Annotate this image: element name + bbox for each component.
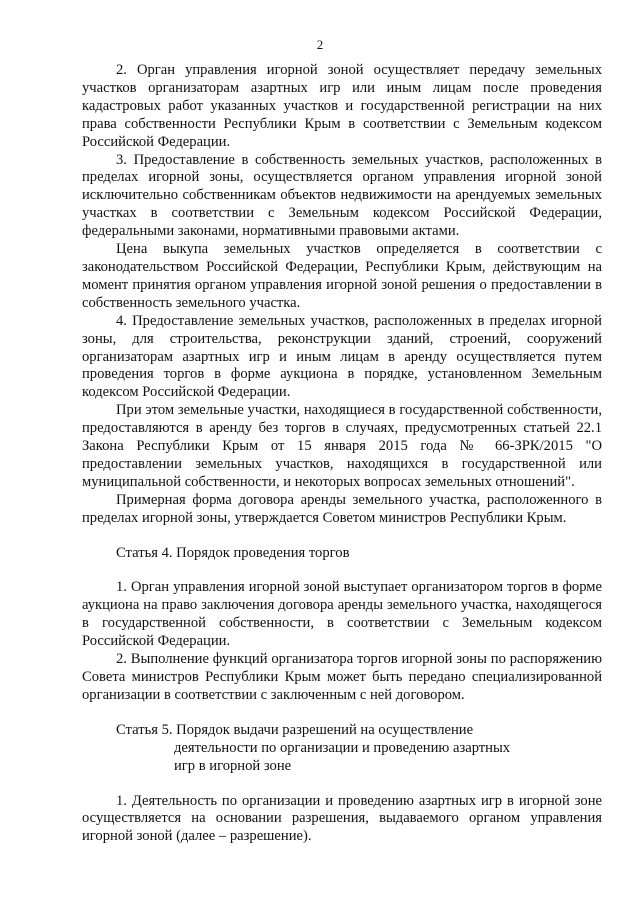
paragraph: При этом земельные участки, находящиеся в государственной собственности, предоставляются в аренду без торгов в случаях, предусмотренных статьей 22.1 Закона Республики Крым от 15 января 2015 года № 66-ЗРК/2015 "О предоставлении земельных участков, находящихся в государственной или муниципальной собственности, и некоторых вопросах земельных отношений".: [82, 402, 602, 490]
spacer: [82, 528, 602, 545]
paragraph: 1. Орган управления игорной зоной выступает организатором торгов в форме аукциона на право заключения договора аренды земельного участка, находящегося в государственной собственности, в соответствии с Земельным кодексом Российской Федерации.: [82, 579, 602, 650]
paragraph: 4. Предоставление земельных участков, расположенных в пределах игорной зоны, для строительства, реконструкции зданий, строений, сооружений организаторам азартных игр и иным лицам в аренду осуществляется путем проведения торгов в форме аукциона в порядке, установленном Земельным кодексом Российской Федерации.: [82, 312, 602, 401]
paragraph: 2. Выполнение функций организатора торгов игорной зоны по распоряжению Совета министров Республики Крым может быть передано специализированной организации в соответствии с заключенным с ней договором.: [82, 651, 602, 703]
article-5-heading-line-3: игр в игорной зоне: [174, 757, 292, 774]
paragraph: 1. Деятельность по организации и проведению азартных игр в игорной зоне осуществляется на основании разрешения, выдаваемого органом управления игорной зоной (далее – разрешение).: [82, 792, 602, 845]
page-number: 2: [316, 37, 324, 52]
paragraph: Цена выкупа земельных участков определяется в соответствии с законодательством Российской Федерации, Республики Крым, действующим на момент принятия органом управления игорной зоной решения о предоставлении в собственность земельного участка.: [82, 241, 602, 311]
spacer: [82, 776, 602, 793]
paragraph: 2. Орган управления игорной зоной осуществляет передачу земельных участков организаторам азартных игр или иным лицам после проведения кадастровых работ указанных участков и государственной регистрации на них права собственности Республики Крым в соответствии с Земельным кодексом Российской Федерации.: [82, 62, 602, 150]
spacer: [82, 705, 602, 722]
document-body: [82, 62, 602, 846]
paragraph: 3. Предоставление в собственность земельных участков, расположенных в пределах игорной зоны, осуществляется органом управления игорной зоной исключительно собственникам объектов недвижимости на арендуемых земельных участках в соответствии с Земельным кодексом Российской Федерации, федеральными законами, нормативными правовыми актами.: [82, 151, 602, 240]
paragraph: Примерная форма договора аренды земельного участка, расположенного в пределах игорной зоны, утверждается Советом министров Республики Крым.: [82, 491, 602, 526]
spacer: [82, 562, 602, 579]
article-4-heading: Статья 4. Порядок проведения торгов: [116, 544, 350, 561]
article-5-heading-line-2: деятельности по организации и проведению азартных: [174, 739, 511, 756]
article-5-heading-line-1: Статья 5. Порядок выдачи разрешений на осуществление: [116, 721, 474, 738]
